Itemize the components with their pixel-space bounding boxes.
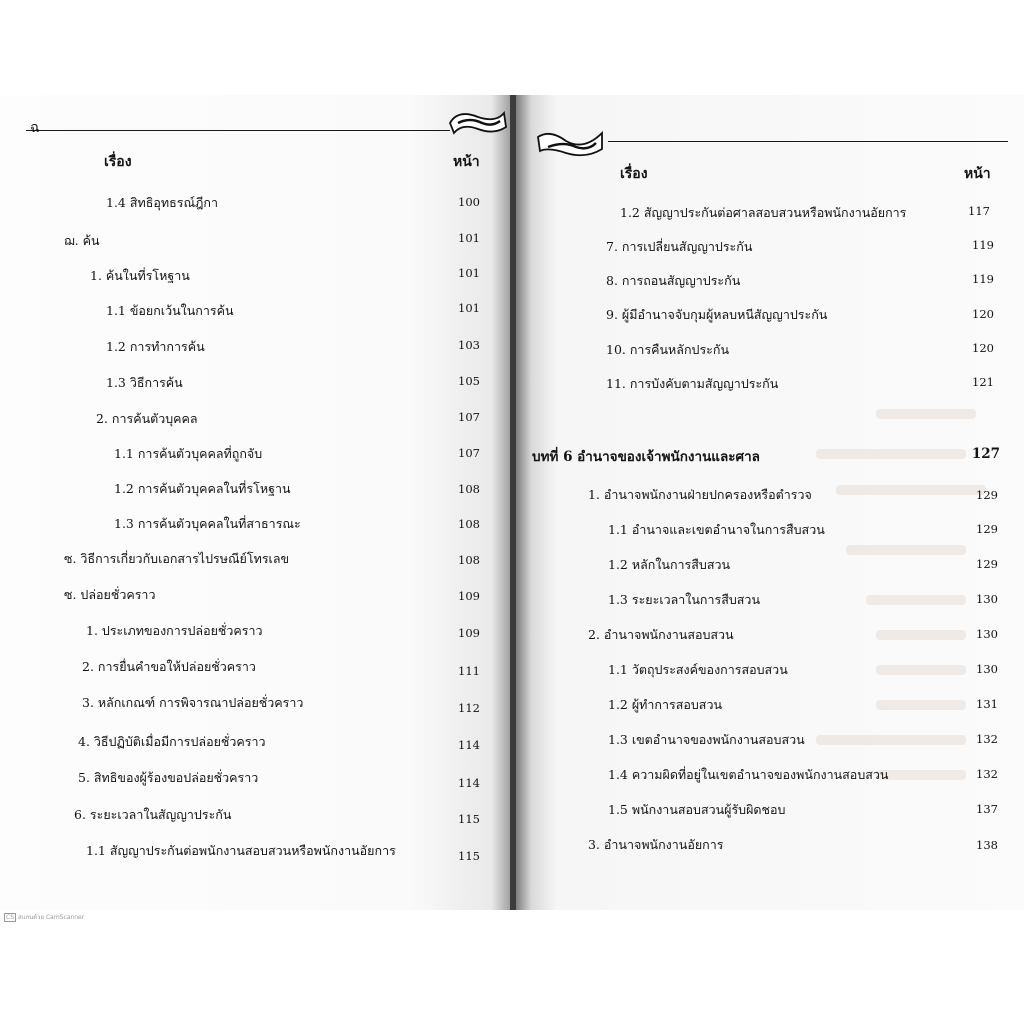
toc-entry: 4. วิธีปฏิบัติเมื่อมีการปล่อยชั่วคราว bbox=[78, 734, 266, 749]
toc-entry: ฌ. ค้น bbox=[64, 233, 100, 248]
toc-page-number: 111 bbox=[458, 664, 480, 678]
toc-page-number: 108 bbox=[458, 553, 480, 567]
toc-page-number: 109 bbox=[458, 626, 480, 640]
toc-entry: 1.1 การค้นตัวบุคคลที่ถูกจับ bbox=[114, 446, 263, 461]
toc-entry: 1.2 ผู้ทำการสอบสวน bbox=[608, 697, 723, 712]
toc-entry: 1.1 ข้อยกเว้นในการค้น bbox=[106, 303, 234, 318]
ornament-emblem-left bbox=[448, 105, 508, 141]
bleed-through-mark bbox=[876, 409, 976, 419]
toc-page-number: 105 bbox=[458, 374, 480, 388]
toc-page-number: 137 bbox=[976, 802, 998, 816]
bleed-through-mark bbox=[816, 449, 966, 459]
toc-entry: 10. การคืนหลักประกัน bbox=[606, 342, 730, 357]
toc-entry: 9. ผู้มีอำนาจจับกุมผู้หลบหนีสัญญาประกัน bbox=[606, 307, 828, 322]
column-header-page: หน้า bbox=[453, 154, 480, 170]
toc-page-number: 120 bbox=[972, 341, 994, 355]
bleed-through-mark bbox=[876, 630, 966, 640]
bleed-through-mark bbox=[866, 595, 966, 605]
toc-page-number: 112 bbox=[458, 701, 480, 715]
toc-page-number: 107 bbox=[458, 446, 480, 460]
toc-entry: ซ. วิธีการเกี่ยวกับเอกสารไปรษณีย์โทรเลข bbox=[64, 551, 290, 566]
page-corner-letter: ฉ bbox=[30, 120, 40, 136]
column-header-topic: เรื่อง bbox=[104, 154, 132, 170]
chapter-heading: บทที่ 6 อำนาจของเจ้าพนักงานและศาล bbox=[532, 449, 760, 465]
bleed-through-mark bbox=[876, 665, 966, 675]
toc-entry: 1.5 พนักงานสอบสวนผู้รับผิดชอบ bbox=[608, 802, 786, 817]
toc-entry: 1.4 สิทธิอุทธรณ์ฎีกา bbox=[106, 195, 219, 210]
toc-entry: 3. อำนาจพนักงานอัยการ bbox=[588, 837, 724, 852]
toc-page-number: 115 bbox=[458, 812, 480, 826]
book-spread bbox=[0, 95, 1024, 910]
column-header-page: หน้า bbox=[964, 166, 991, 182]
toc-entry: 1.2 หลักในการสืบสวน bbox=[608, 557, 731, 572]
toc-entry: 1. อำนาจพนักงานฝ่ายปกครองหรือตำรวจ bbox=[588, 487, 812, 502]
toc-page-number: 119 bbox=[972, 238, 994, 252]
ornament-emblem-right bbox=[536, 127, 606, 161]
toc-entry: 1.3 การค้นตัวบุคคลในที่สาธารณะ bbox=[114, 516, 301, 531]
toc-page-number: 120 bbox=[972, 307, 994, 321]
toc-entry: 2. การค้นตัวบุคคล bbox=[96, 411, 198, 426]
toc-entry: 5. สิทธิของผู้ร้องขอปล่อยชั่วคราว bbox=[78, 770, 259, 785]
left-page bbox=[0, 95, 512, 910]
toc-page-number: 130 bbox=[976, 662, 998, 676]
toc-entry: 1.3 ระยะเวลาในการสืบสวน bbox=[608, 592, 760, 607]
toc-page-number: 130 bbox=[976, 627, 998, 641]
toc-page-number: 101 bbox=[458, 301, 480, 315]
bleed-through-mark bbox=[816, 735, 966, 745]
toc-page-number: 114 bbox=[458, 776, 480, 790]
toc-page-number: 132 bbox=[976, 767, 998, 781]
toc-entry: 2. การยื่นคำขอให้ปล่อยชั่วคราว bbox=[82, 659, 256, 674]
toc-page-number: 101 bbox=[458, 266, 480, 280]
toc-entry: 1.1 สัญญาประกันต่อพนักงานสอบสวนหรือพนักงานอัยการ bbox=[86, 843, 396, 858]
toc-page-number: 108 bbox=[458, 482, 480, 496]
toc-page-number: 132 bbox=[976, 732, 998, 746]
toc-page-number: 100 bbox=[458, 195, 480, 209]
header-rule-left bbox=[26, 130, 450, 131]
toc-page-number: 103 bbox=[458, 338, 480, 352]
toc-entry: 1.3 เขตอำนาจของพนักงานสอบสวน bbox=[608, 732, 805, 747]
bleed-through-mark bbox=[846, 545, 966, 555]
toc-entry: 7. การเปลี่ยนสัญญาประกัน bbox=[606, 239, 753, 254]
toc-page-number: 119 bbox=[972, 272, 994, 286]
toc-page-number: 108 bbox=[458, 517, 480, 531]
toc-entry: 1. ประเภทของการปล่อยชั่วคราว bbox=[86, 623, 263, 638]
toc-page-number: 131 bbox=[976, 697, 998, 711]
toc-page-number: 129 bbox=[976, 557, 998, 571]
toc-page-number: 101 bbox=[458, 231, 480, 245]
scanner-watermark bbox=[4, 912, 84, 922]
toc-entry: 1.2 สัญญาประกันต่อศาลสอบสวนหรือพนักงานอัยการ bbox=[620, 205, 907, 220]
toc-entry: 1.2 การค้นตัวบุคคลในที่รโหฐาน bbox=[114, 481, 291, 496]
toc-entry: 3. หลักเกณฑ์ การพิจารณาปล่อยชั่วคราว bbox=[82, 695, 304, 710]
toc-page-number: 138 bbox=[976, 838, 998, 852]
toc-page-number: 109 bbox=[458, 589, 480, 603]
header-rule-right bbox=[608, 141, 1008, 142]
scanner-watermark-text: สแกนด้วย CamScanner bbox=[18, 914, 85, 921]
bleed-through-mark bbox=[876, 770, 966, 780]
toc-entry: 1.3 วิธีการค้น bbox=[106, 375, 183, 390]
toc-page-number: 130 bbox=[976, 592, 998, 606]
toc-entry: 6. ระยะเวลาในสัญญาประกัน bbox=[74, 807, 232, 822]
toc-entry: 1.2 การทำการค้น bbox=[106, 339, 205, 354]
toc-page-number: 117 bbox=[968, 204, 990, 218]
camscanner-logo-icon: CS bbox=[6, 914, 14, 921]
toc-page-number: 129 bbox=[976, 522, 998, 536]
toc-entry: 8. การถอนสัญญาประกัน bbox=[606, 273, 741, 288]
column-header-topic: เรื่อง bbox=[620, 166, 648, 182]
toc-page-number: 127 bbox=[971, 446, 1000, 462]
toc-entry: 1.1 อำนาจและเขตอำนาจในการสืบสวน bbox=[608, 522, 825, 537]
bleed-through-mark bbox=[876, 700, 966, 710]
toc-page-number: 115 bbox=[458, 849, 480, 863]
toc-page-number: 129 bbox=[976, 488, 998, 502]
toc-entry: 1.4 ความผิดที่อยู่ในเขตอำนาจของพนักงานสอบสวน bbox=[608, 767, 889, 782]
toc-entry: 1.1 วัตถุประสงค์ของการสอบสวน bbox=[608, 662, 788, 677]
toc-entry: 2. อำนาจพนักงานสอบสวน bbox=[588, 627, 734, 642]
right-page bbox=[516, 95, 1024, 910]
toc-page-number: 114 bbox=[458, 738, 480, 752]
toc-page-number: 107 bbox=[458, 410, 480, 424]
toc-page-number: 121 bbox=[972, 375, 994, 389]
toc-entry: ซ. ปล่อยชั่วคราว bbox=[64, 587, 156, 602]
toc-entry: 11. การบังคับตามสัญญาประกัน bbox=[606, 376, 779, 391]
toc-entry: 1. ค้นในที่รโหฐาน bbox=[90, 268, 190, 283]
